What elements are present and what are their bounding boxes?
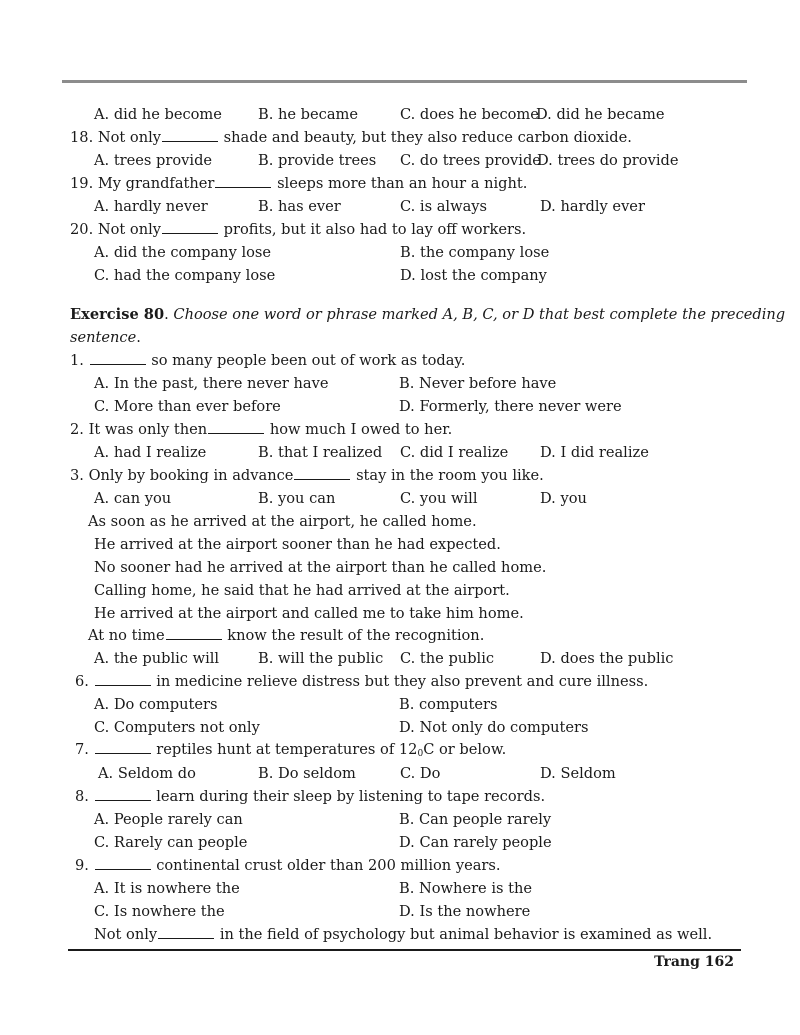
answer-blank (95, 856, 151, 870)
question-18 (70, 128, 632, 148)
e7-option-d: D. Seldom (540, 765, 616, 782)
e4-option-c: Calling home, he said that he had arrived at the airport. (94, 582, 510, 599)
e2-option-a: A. had I realize (94, 444, 207, 461)
exercise-instruction-cont: sentence. (70, 329, 141, 346)
q19-option-a: A. hardly never (94, 198, 208, 215)
degree-subscript: 0 (417, 749, 424, 759)
q20-number: 20. Not only (70, 221, 162, 238)
exercise-question-5: At no time know the result of the recognition. (88, 627, 485, 644)
header-rule (62, 80, 747, 83)
exercise-question-3: 3. Only by booking in advance stay in the room you like. (70, 467, 544, 484)
e9-option-d: D. Is the nowhere (399, 903, 531, 920)
e4-option-d: He arrived at the airport and called me to take him home. (94, 605, 524, 622)
exercise-heading (70, 305, 785, 325)
e5-option-c: C. the public (400, 650, 495, 667)
q20-option-b: B. the company lose (400, 244, 550, 261)
answer-blank (95, 787, 151, 801)
answer-blank (208, 420, 264, 434)
footer-rule (68, 949, 741, 951)
e4-option-a: He arrived at the airport sooner than he had expected. (94, 536, 501, 553)
q19-option-d: D. hardly ever (540, 198, 645, 215)
exercise-instruction: Choose one word or phrase marked A, B, C, or D that best complete the preceding (173, 306, 786, 323)
question-20 (70, 220, 526, 240)
answer-blank (90, 351, 146, 365)
q19-option-b: B. has ever (258, 198, 341, 215)
e7-option-b: B. Do seldom (258, 765, 356, 782)
e7-option-a: A. Seldom do (98, 765, 196, 782)
e8-option-c: C. Rarely can people (94, 834, 248, 851)
e1-option-b: B. Never before have (399, 375, 557, 392)
q18-option-a: A. trees provide (94, 152, 213, 169)
exercise-question-6: 6. in medicine relieve distress but they also prevent and cure illness. (75, 673, 649, 690)
e6-option-b: B. computers (399, 696, 498, 713)
e5-option-d: D. does the public (540, 650, 674, 667)
e8-option-d: D. Can rarely people (399, 834, 552, 851)
exercise-dot: . (164, 306, 169, 323)
e5-option-b: B. will the public (258, 650, 384, 667)
q17-option-c: C. does he become (400, 106, 539, 123)
q20-option-d: D. lost the company (400, 267, 547, 284)
q18-text: shade and beauty, but they also reduce carbon dioxide. (223, 129, 632, 146)
e1-option-d: D. Formerly, there never were (399, 398, 622, 415)
e2-option-b: B. that I realized (258, 444, 383, 461)
e3-option-d: D. you (540, 490, 587, 507)
answer-blank (294, 466, 350, 480)
e9-option-c: C. Is nowhere the (94, 903, 225, 920)
e3-option-c: C. you will (400, 490, 478, 507)
exercise-question-2: 2. It was only then how much I owed to her. (70, 421, 453, 438)
exercise-question-1: 1. so many people been out of work as today. (70, 352, 466, 369)
e1-option-a: A. In the past, there never have (94, 375, 329, 392)
exercise-title: Exercise 80 (70, 306, 165, 323)
answer-blank (95, 740, 151, 754)
answer-blank (162, 128, 218, 142)
e8-option-a: A. People rarely can (94, 811, 243, 828)
answer-blank (158, 925, 214, 939)
q17-option-d: D. did he became (536, 106, 665, 123)
exercise-question-10: Not only in the field of psychology but animal behavior is examined as well. (94, 926, 713, 943)
e9-option-a: A. It is nowhere the (94, 880, 240, 897)
e3-option-a: A. can you (94, 490, 172, 507)
q20-option-c: C. had the company lose (94, 267, 276, 284)
q19-number: 19. My grandfather (70, 175, 215, 192)
q18-option-c: C. do trees provide (400, 152, 541, 169)
q19-option-c: C. is always (400, 198, 488, 215)
answer-blank (162, 220, 218, 234)
e5-option-a: A. the public will (94, 650, 220, 667)
e7-option-c: C. Do (400, 765, 441, 782)
q17-option-a: A. did he become (94, 106, 222, 123)
exercise-question-9: 9. continental crust older than 200 million years. (75, 857, 501, 874)
e4-stem: As soon as he arrived at the airport, he called home. (88, 513, 477, 530)
e2-option-c: C. did I realize (400, 444, 509, 461)
e6-option-a: A. Do computers (94, 696, 218, 713)
e3-option-b: B. you can (258, 490, 336, 507)
q20-text: profits, but it also had to lay off workers. (223, 221, 527, 238)
question-19 (70, 174, 527, 194)
page-number: Trang 162 (654, 954, 734, 970)
e4-option-b: No sooner had he arrived at the airport than he called home. (94, 559, 547, 576)
e9-option-b: B. Nowhere is the (399, 880, 533, 897)
q19-text: sleeps more than an hour a night. (277, 175, 528, 192)
q17-option-b: B. he became (258, 106, 359, 123)
e6-option-d: D. Not only do computers (399, 719, 589, 736)
e6-option-c: C. Computers not only (94, 719, 260, 736)
answer-blank (215, 174, 271, 188)
answer-blank (95, 672, 151, 686)
exercise-question-8: 8. learn during their sleep by listening to tape records. (75, 788, 546, 805)
e2-option-d: D. I did realize (540, 444, 649, 461)
e1-option-c: C. More than ever before (94, 398, 281, 415)
exercise-question-7: 7. reptiles hunt at temperatures of $12_0C$ or below. (75, 741, 507, 759)
q18-option-b: B. provide trees (258, 152, 377, 169)
q18-number: 18. Not only (70, 129, 162, 146)
e8-option-b: B. Can people rarely (399, 811, 552, 828)
answer-blank (166, 626, 222, 640)
q18-option-d: D. trees do provide (537, 152, 679, 169)
q20-option-a: A. did the company lose (94, 244, 272, 261)
